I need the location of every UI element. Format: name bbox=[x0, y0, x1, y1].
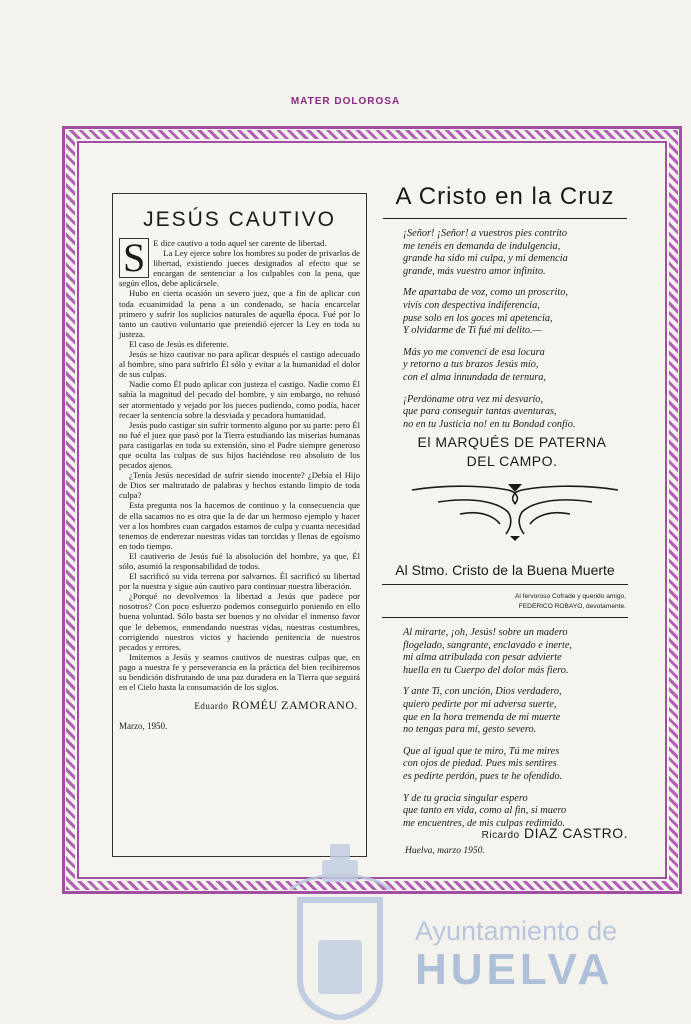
article-paragraph: ¿Porqué no devolvemos la libertad a Jesús que padece por nosotros? Con poco esfuerzo podemos conseguirlo poniendo en ello buena voluntad. Sólo basta ser buenos y no olvidar el inmenso favor que le debemos, enmendando nuestras vidas, nuestras costumbres, corrigiendo nuestros vicios y haciendo penitencia de nuestros pecados y errores. bbox=[119, 591, 360, 652]
poem-stanza: Al mirarte, ¡oh, Jesús! sobre un madero flogelado, sangrante, enclavado e inerte, mi alma atribulada con pesar advierte huella en tu Cuerpo del dolor más fiero. bbox=[403, 627, 573, 676]
poem-stanza: Que al igual que te miro, Tú me mires con ojos de piedad. Pues mis sentires es pedirte perdón, pues te he ofendido. bbox=[403, 745, 563, 782]
poem2-body bbox=[403, 627, 572, 839]
poem1-signature: El MARQUÉS DE PATERNA DEL CAMPO. bbox=[417, 434, 607, 469]
divider-rule bbox=[382, 584, 628, 585]
poem-stanza: Más yo me convencí de esa locura y retorno a tus brazos Jesús mío, con el alma innundada de ternura, bbox=[403, 346, 546, 383]
poem1-title: A Cristo en la Cruz bbox=[395, 183, 615, 210]
poem-stanza: ¡Perdóname otra vez mi desvarío, que para conseguir tantas aventuras, no en tu Justicia no! en tu Bondad confío. bbox=[403, 393, 576, 430]
divider-rule bbox=[383, 218, 627, 219]
poem2-title: Al Stmo. Cristo de la Buena Muerte bbox=[395, 562, 615, 578]
article-paragraph: S E dice cautivo a todo aquel ser carente de libertad. bbox=[119, 238, 360, 248]
divider-rule bbox=[382, 617, 628, 618]
running-head: MATER DOLOROSA bbox=[290, 96, 401, 107]
article-paragraph: Nadie como Él pudo aplicar con justeza el castigo. Nadie como Él sabía la magnitud del pecado del hombre, y sin embargo, no rehusó ser atormentado y vejado por los jueces pudiendo, como podía, hacer recaer la sentencia sobre la desviada y pecadora humanidad. bbox=[119, 379, 360, 420]
poem2-dedication: Al fervoroso Cofrade y querido amigo, FEDERICO ROBAYO, devotamente. bbox=[514, 593, 626, 610]
article-title: JESÚS CAUTIVO bbox=[143, 208, 336, 231]
article-paragraph: ¿Tenía Jesús necesidad de sufrir siendo inocente? ¿Debía el Hijo de Dios ser maltratado de palabras y hechos estando limpio de toda culpa? bbox=[119, 470, 360, 501]
poem-stanza: Y ante Ti, con unción, Dios verdadero, quiero pedirte por mi adversa suerte, que en la hora tremenda de mi muerte no tengas para mí, gesto severo. bbox=[403, 686, 562, 736]
article-paragraph: Imitemos a Jesús y seamos cautivos de nuestras culpas que, en pago a nuestra fe y perseverancia en la práctica del bien recibiremos su bendición disfrutando de una paz duradera en la Tierra que seguirá en el Cielo hasta la consumación de los siglos. bbox=[119, 651, 360, 693]
watermark-text-ayuntamiento: Ayuntamiento de bbox=[415, 916, 618, 946]
article-signature: Eduardo ROMÉU ZAMORANO. bbox=[194, 698, 358, 713]
article-jesus-cautivo bbox=[112, 193, 367, 857]
poem-stanza: ¡Señor! ¡Señor! a vuestros pies contrito me tenéis en demanda de indulgencia, grande ha sido mi culpa, y mi demencia grande, más vuestro amor infinito. bbox=[403, 228, 568, 277]
article-paragraph: El sacrificó su vida terrena por salvarnos. Él sacrificó su libertad por la nuestra y sigue aún cautivo para continuar nuestra liberación. bbox=[119, 571, 360, 592]
drop-cap: S bbox=[119, 238, 149, 278]
poem-stanza: Y de tu gracia singular espero que tanto en vida, como al fin, si muero me encuentres, de mis culpas redimido. bbox=[403, 792, 567, 829]
ornament-flourish bbox=[408, 480, 622, 542]
article-paragraph: El caso de Jesús es diferente. bbox=[129, 338, 229, 349]
poem2-date: Huelva, marzo 1950. bbox=[405, 846, 485, 856]
article-body bbox=[119, 235, 360, 693]
article-paragraph: Jesús se hizo cautivar no para aplicar después el castigo adecuado al hombre, sino para sufrirlo Él sólo y evitar a la humanidad el dolor de sus culpas. bbox=[119, 349, 360, 380]
article-paragraph: Jesús pudo castigar sin sufrir tormento alguno por su parte: pero Él no fué el juez que pasó por la Tierra estudiando las miserias humanas para castigarlas en toda su extensión, sino el Padre siempre generoso que oculta las culpas de sus hijos haciéndose reo absoluto de los pecados ajenos. bbox=[119, 419, 360, 471]
article-paragraph: Hubo en cierta ocasión un severo juez, que a fin de aplicar con toda ecuanimidad la pena a un condenado, se hacía encarcelar primero y sufrir los suplicios naturales de aquella época. Fué por lo tanto un cautivo voluntario que pretendió ejercer la Ley en toda su justeza. bbox=[119, 288, 360, 339]
article-date: Marzo, 1950. bbox=[119, 721, 168, 732]
poem2-signature: Ricardo DIAZ CASTRO. bbox=[481, 825, 628, 841]
article-paragraph: El cautiverio de Jesús fué la absolución del hombre, ya que, Él sólo, asumió la responsabilidad de todos. bbox=[119, 550, 360, 571]
article-paragraph: La Ley ejerce sobre los hombres su poder de privarlos de libertad, existiendo jueces designados al efecto que se encargan de sentenciar a los culpables con la pena, que según ellos, debe aplicársele. bbox=[119, 248, 360, 289]
poem1-body bbox=[403, 228, 575, 440]
article-paragraph: Esta pregunta nos la hacemos de continuo y la consecuencia que de ella sacamos no es otra que la de dar un hermoso ejemplo y hacer ver a los hombres cuan cargados estamos de culpa y cuanta necesidad tenemos de enderezar nuestras vidas tan torcidas y llenas de egoísmo en todo tiempo. bbox=[119, 500, 360, 551]
watermark-text-huelva: HUELVA bbox=[415, 945, 614, 994]
poem-stanza: Me apartaba de voz, como un proscrito, vivís con despectiva indiferencia, puse solo en los goces mi apetencia, Y olvidarme de Ti fué mi delito.— bbox=[403, 287, 568, 337]
